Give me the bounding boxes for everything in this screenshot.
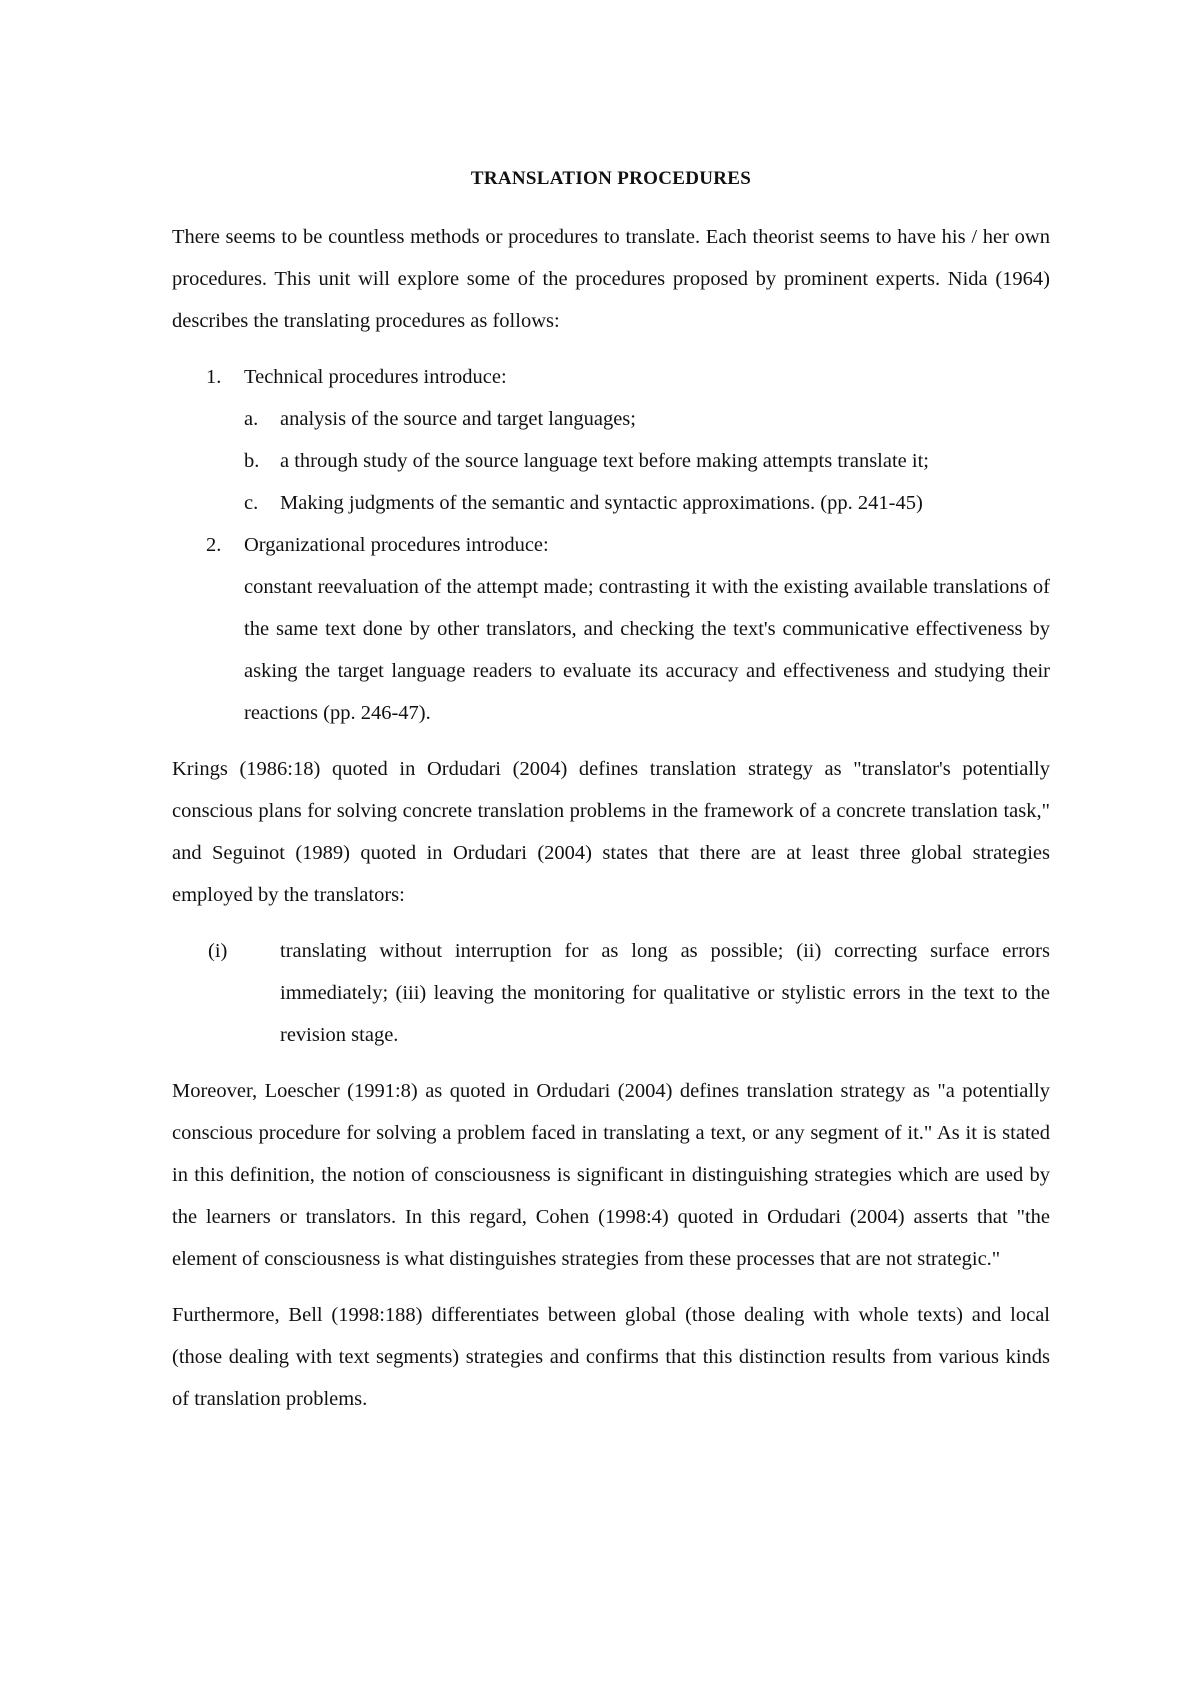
- list-marker: 2.: [206, 534, 222, 556]
- list-item-text: analysis of the source and target languages;: [280, 408, 636, 430]
- list-marker: c.: [244, 492, 259, 514]
- list-item-text: translating without interruption for as long as possible; (ii) correcting surface errors immediately; (iii) leaving the monitoring for qualitative or stylistic errors in the text to the revision stage.: [280, 940, 1050, 1046]
- list-item: [244, 482, 1050, 524]
- krings-paragraph: Krings (1986:18) quoted in Ordudari (2004) defines translation strategy as "translator's potentially conscious plans for solving concrete translation problems in the framework of a concrete translation task," and Seguinot (1989) quoted in Ordudari (2004) states that there are at least three global strategies employed by the translators:: [172, 758, 1050, 906]
- procedure-label: Organizational procedures introduce:: [244, 534, 549, 556]
- loescher-paragraph: Moreover, Loescher (1991:8) as quoted in Ordudari (2004) defines translation strategy as "a potentially conscious procedure for solving a problem faced in translating a text, or any segment of it." As it is stated in this definition, the notion of consciousness is significant in distinguishing strategies which are used by the learners or translators. In this regard, Cohen (1998:4) quoted in Ordudari (2004) asserts that "the element of consciousness is what distinguishes strategies from these processes that are not strategic.": [172, 1080, 1050, 1270]
- strategies-list: [172, 930, 1050, 1056]
- list-marker: a.: [244, 408, 259, 430]
- procedures-list: [172, 356, 1050, 734]
- procedure-item-organizational: [172, 524, 1050, 734]
- list-marker: b.: [244, 450, 260, 472]
- list-item-text: a through study of the source language text before making attempts translate it;: [280, 450, 929, 472]
- list-marker: (i): [208, 940, 228, 962]
- list-item-text: Making judgments of the semantic and syntactic approximations. (pp. 241-45): [280, 492, 923, 514]
- bell-paragraph: Furthermore, Bell (1998:188) differentiates between global (those dealing with whole texts) and local (those dealing with text segments) strategies and confirms that this distinction results from various kinds of translation problems.: [172, 1304, 1050, 1410]
- document-title: TRANSLATION PROCEDURES: [470, 168, 752, 189]
- list-marker: 1.: [206, 366, 222, 388]
- list-item: [172, 930, 1050, 1056]
- procedure-item-technical: [172, 356, 1050, 524]
- procedure-label: Technical procedures introduce:: [244, 366, 507, 388]
- intro-paragraph: There seems to be countless methods or procedures to translate. Each theorist seems to have his / her own procedures. This unit will explore some of the procedures proposed by prominent experts. Nida (1964) describes the translating procedures as follows:: [172, 226, 1050, 332]
- technical-subitems-list: [244, 398, 1050, 524]
- document-page: [172, 158, 1050, 1434]
- list-item: [244, 440, 1050, 482]
- list-item: [244, 398, 1050, 440]
- procedure-description: constant reevaluation of the attempt made; contrasting it with the existing available translations of the same text done by other translators, and checking the text's communicative effectiveness by asking the target language readers to evaluate its accuracy and effectiveness and studying their reactions (pp. 246-47).: [244, 576, 1050, 724]
